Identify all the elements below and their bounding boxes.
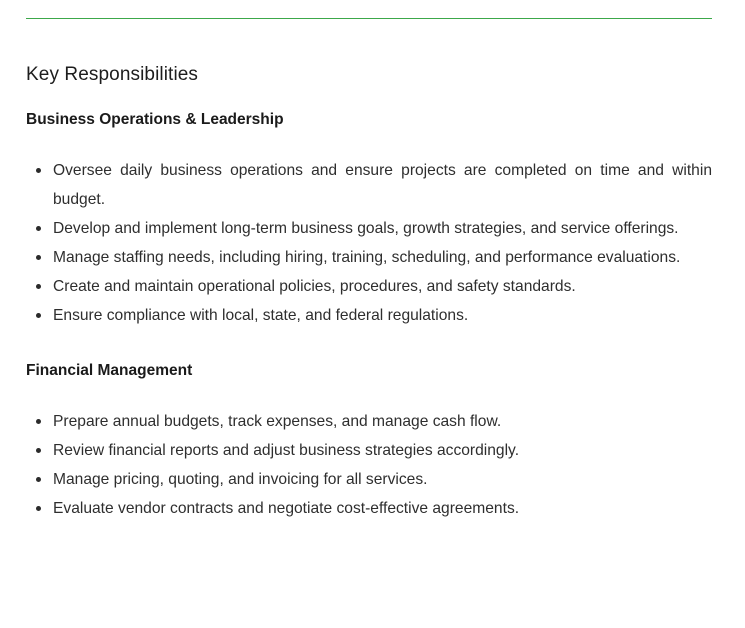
list-item: Review financial reports and adjust business strategies accordingly.	[26, 436, 712, 465]
section-business-operations	[26, 108, 712, 330]
list-item: Manage pricing, quoting, and invoicing for all services.	[26, 465, 712, 494]
document-content	[26, 60, 712, 523]
bullet-list	[26, 156, 712, 330]
list-item: Evaluate vendor contracts and negotiate cost-effective agreements.	[26, 494, 712, 523]
section-title: Financial Management	[26, 362, 193, 379]
list-item: Develop and implement long-term business goals, growth strategies, and service offerings.	[26, 214, 712, 243]
list-item: Manage staffing needs, including hiring, training, scheduling, and performance evaluations.	[26, 243, 712, 272]
bullet-list	[26, 407, 712, 523]
list-item: Ensure compliance with local, state, and federal regulations.	[26, 301, 712, 330]
section-title: Business Operations & Leadership	[26, 111, 284, 128]
section-financial-management	[26, 359, 712, 523]
list-item: Prepare annual budgets, track expenses, and manage cash flow.	[26, 407, 712, 436]
top-divider	[26, 18, 712, 19]
list-item: Oversee daily business operations and ensure projects are completed on time and within budget.	[26, 156, 712, 214]
page-heading: Key Responsibilities	[26, 64, 199, 85]
list-item: Create and maintain operational policies, procedures, and safety standards.	[26, 272, 712, 301]
